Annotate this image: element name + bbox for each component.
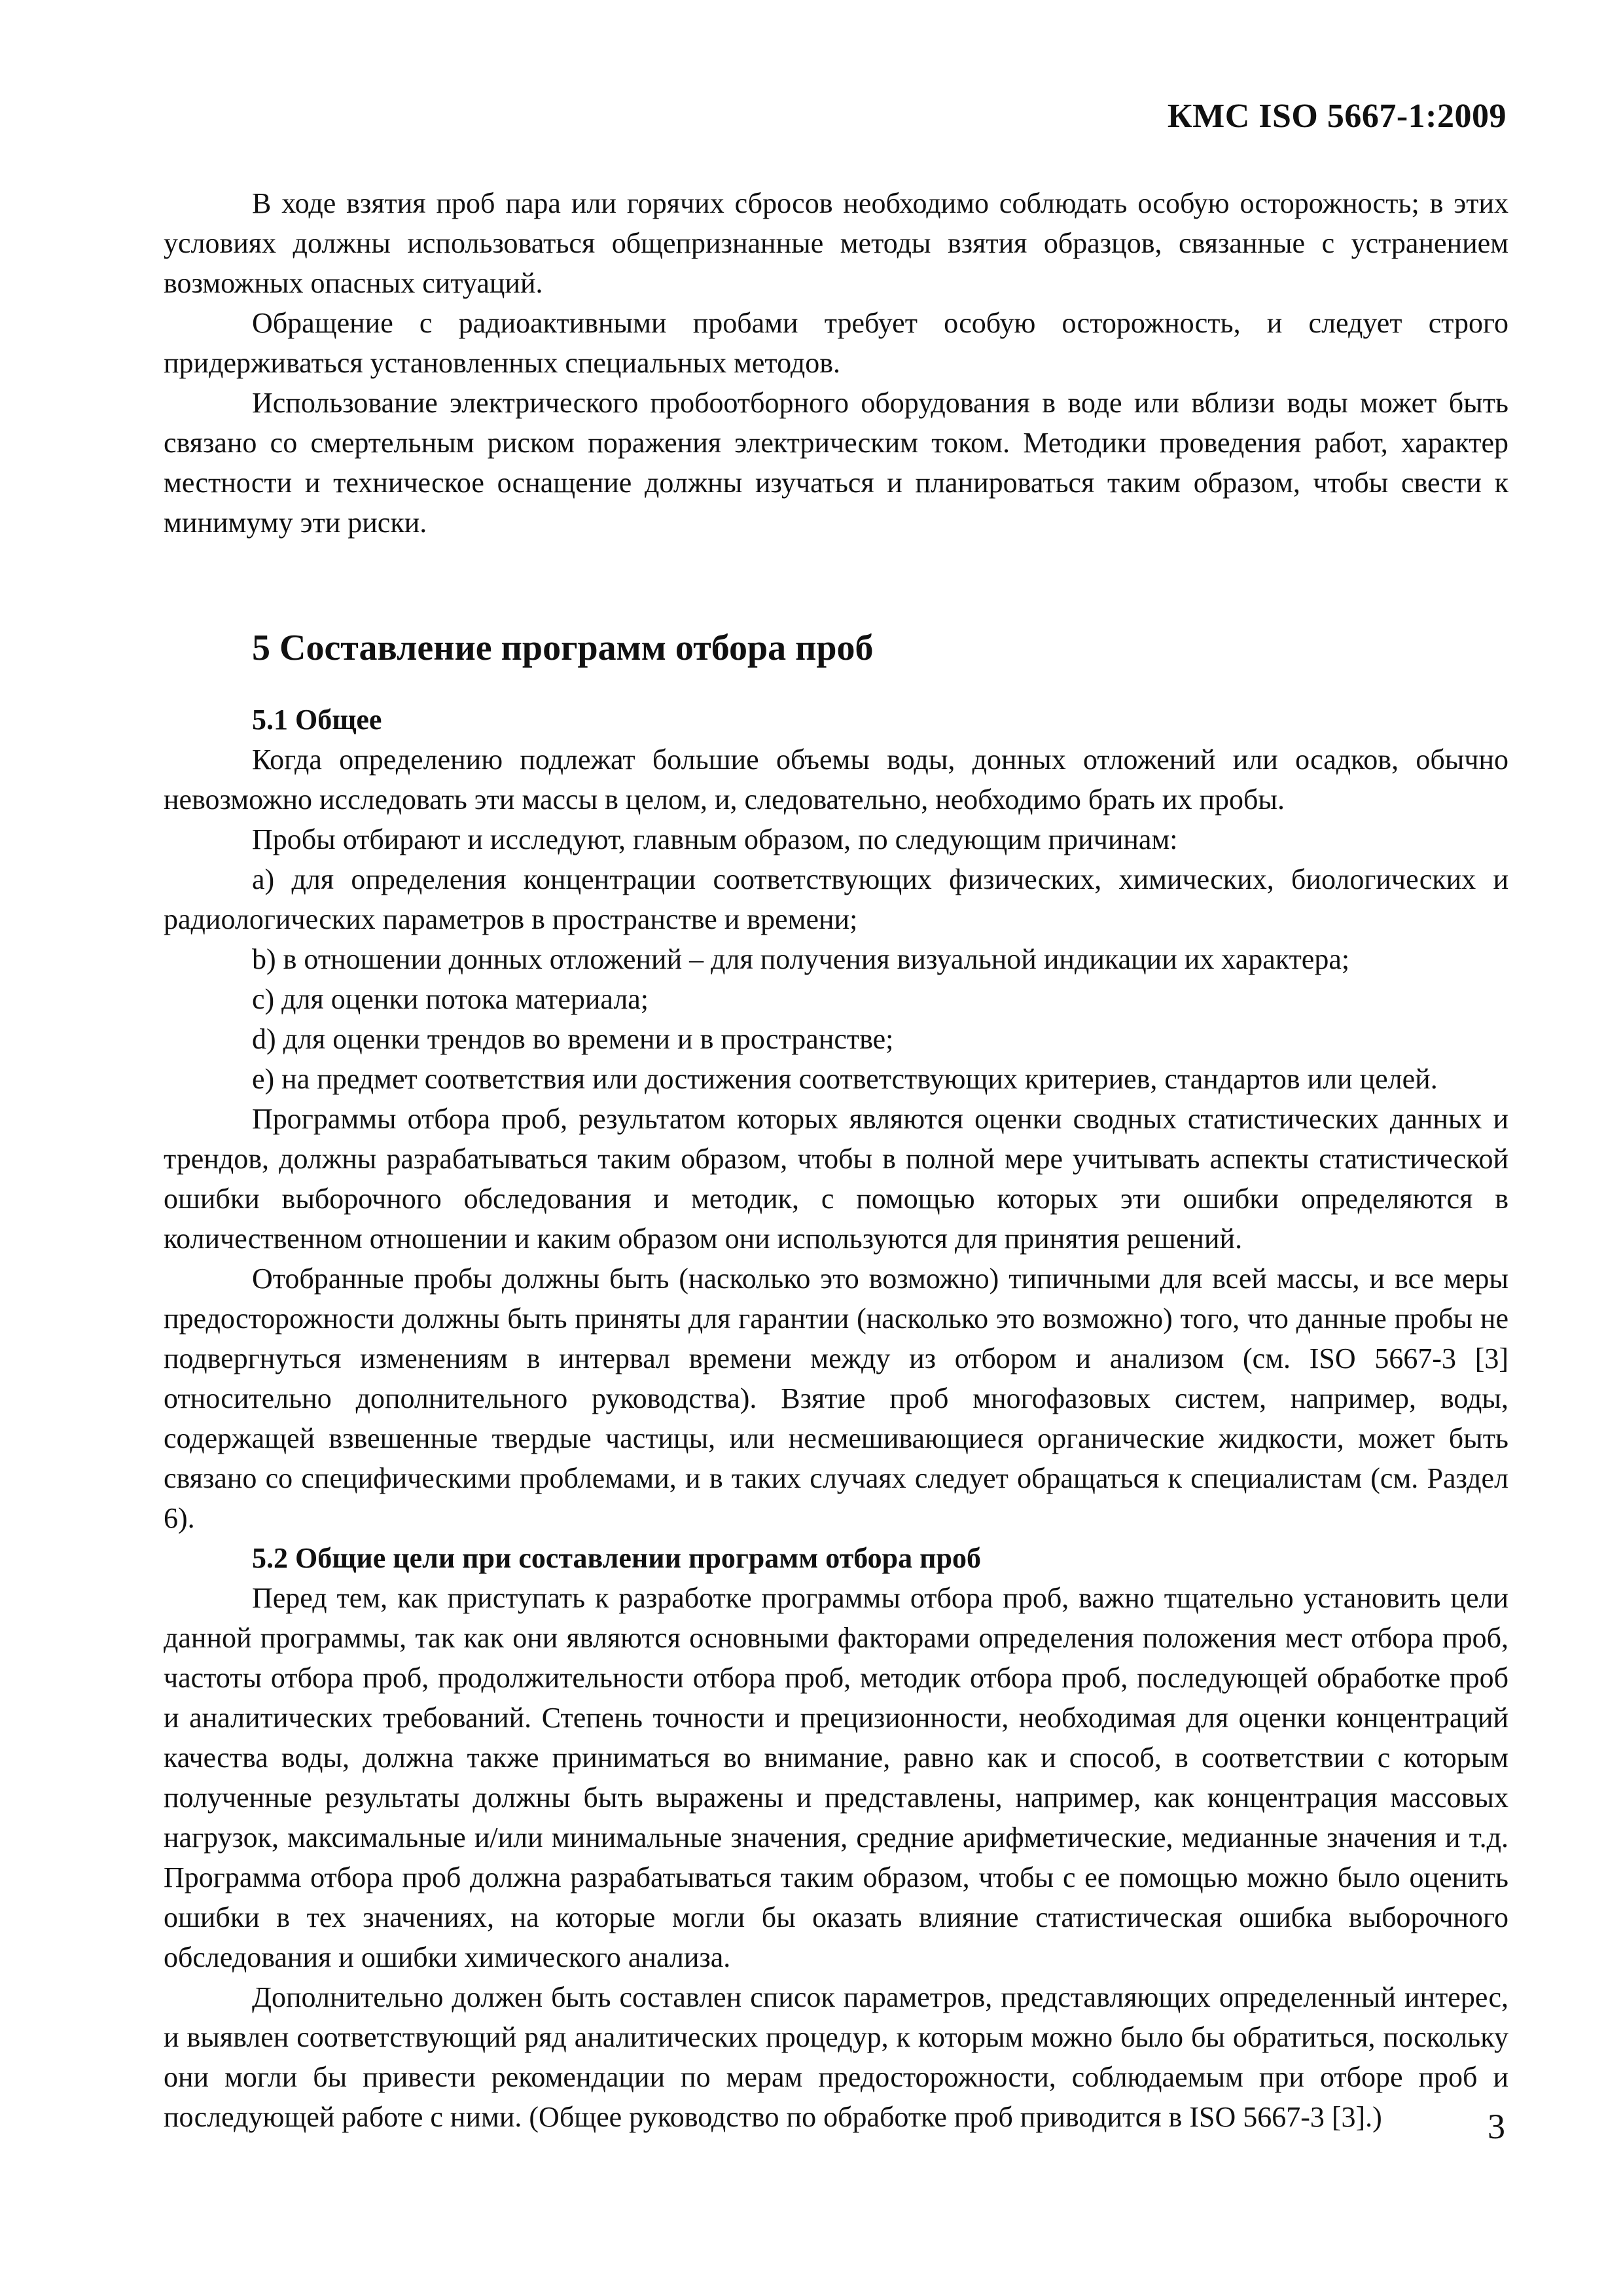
paragraph: Отобранные пробы должны быть (насколько это возможно) типичными для всей массы, и все меры предосторожности должны быть приняты для гарантии (насколько это возможно) того, что данные пробы не подвергнуться изменениям в интервал времени между из отбором и анализом (см. ISO 5667-3 [3] относительно дополнительного руководства). Взятие проб многофазовых систем, например, воды, содержащей взвешенные твердые частицы, или несмешивающиеся органические жидкости, может быть связано со специфическими проблемами, и в таких случаях следует обращаться к специалистам (см. Раздел 6). bbox=[164, 1263, 1508, 1534]
paragraph: Использование электрического пробоотборного оборудования в воде или вблизи воды может быть связано со смертельным риском поражения электрическим током. Методики проведения работ, характер местности и техническое оснащение должны изучаться и планироваться таким образом, чтобы свести к минимуму эти риски. bbox=[164, 387, 1508, 539]
subsection-heading: 5.1 Общее bbox=[252, 704, 382, 736]
list-item: e) на предмет соответствия или достижения соответствующих критериев, стандартов или целей. bbox=[252, 1063, 1438, 1095]
list-item: d) для оценки трендов во времени и в пространстве; bbox=[252, 1023, 894, 1055]
list-item: a) для определения концентрации соответствующих физических, химических, биологических и радиологических параметров в пространстве и времени; bbox=[164, 863, 1508, 935]
list-item: c) для оценки потока материала; bbox=[252, 983, 649, 1015]
list-item: b) в отношении донных отложений – для получения визуальной индикации их характера; bbox=[252, 943, 1350, 975]
paragraph: Перед тем, как приступать к разработке программы отбора проб, важно тщательно установить цели данной программы, так как они являются основными факторами определения положения мест отбора проб, частоты отбора проб, продолжительности отбора проб, методик отбора проб, последующей обработке проб и аналитических требований. Степень точности и прецизионности, необходимая для оценки концентраций качества воды, должна также приниматься во внимание, равно как и способ, в соответствии с которым полученные результаты должны быть выражены и представлены, например, как концентрация массовых нагрузок, максимальные и/или минимальные значения, средние арифметические, медианные значения и т.д. Программа отбора проб должна разрабатываться таким образом, чтобы с ее помощью можно было оценить ошибки в тех значениях, на которые могли бы оказать влияние статистическая ошибка выборочного обследования и ошибки химического анализа. bbox=[164, 1582, 1508, 1973]
page-content bbox=[164, 183, 1508, 2137]
paragraph: Обращение с радиоактивными пробами требует особую осторожность, и следует строго придерживаться установленных специальных методов. bbox=[164, 307, 1508, 379]
subsection-heading: 5.2 Общие цели при составлении программ отбора проб bbox=[252, 1542, 981, 1574]
document-code: КМС ISO 5667-1:2009 bbox=[1167, 98, 1507, 135]
paragraph: В ходе взятия проб пара или горячих сбросов необходимо соблюдать особую осторожность; в этих условиях должны использоваться общепризнанные методы взятия образцов, связанные с устранением возможных опасных ситуаций. bbox=[164, 187, 1508, 299]
paragraph: Дополнительно должен быть составлен список параметров, представляющих определенный интерес, и выявлен соответствующий ряд аналитических процедур, к которым можно было бы обратиться, поскольку они могли бы привести рекомендации по мерам предосторожности, соблюдаемым при отборе проб и последующей работе с ними. (Общее руководство по обработке проб приводится в ISO 5667-3 [3].) bbox=[164, 1981, 1508, 2133]
paragraph: Программы отбора проб, результатом которых являются оценки сводных статистических данных и трендов, должны разрабатываться таким образом, чтобы в полной мере учитывать аспекты статистической ошибки выборочного обследования и методик, с помощью которых эти ошибки определяются в количественном отношении и каким образом они используются для принятия решений. bbox=[164, 1103, 1508, 1255]
section-heading: 5 Составление программ отбора проб bbox=[252, 628, 874, 668]
page-number: 3 bbox=[1488, 2107, 1505, 2146]
paragraph: Пробы отбирают и исследуют, главным образом, по следующим причинам: bbox=[252, 823, 1178, 855]
paragraph: Когда определению подлежат большие объемы воды, донных отложений или осадков, обычно невозможно исследовать эти массы в целом, и, следовательно, необходимо брать их пробы. bbox=[164, 744, 1508, 816]
